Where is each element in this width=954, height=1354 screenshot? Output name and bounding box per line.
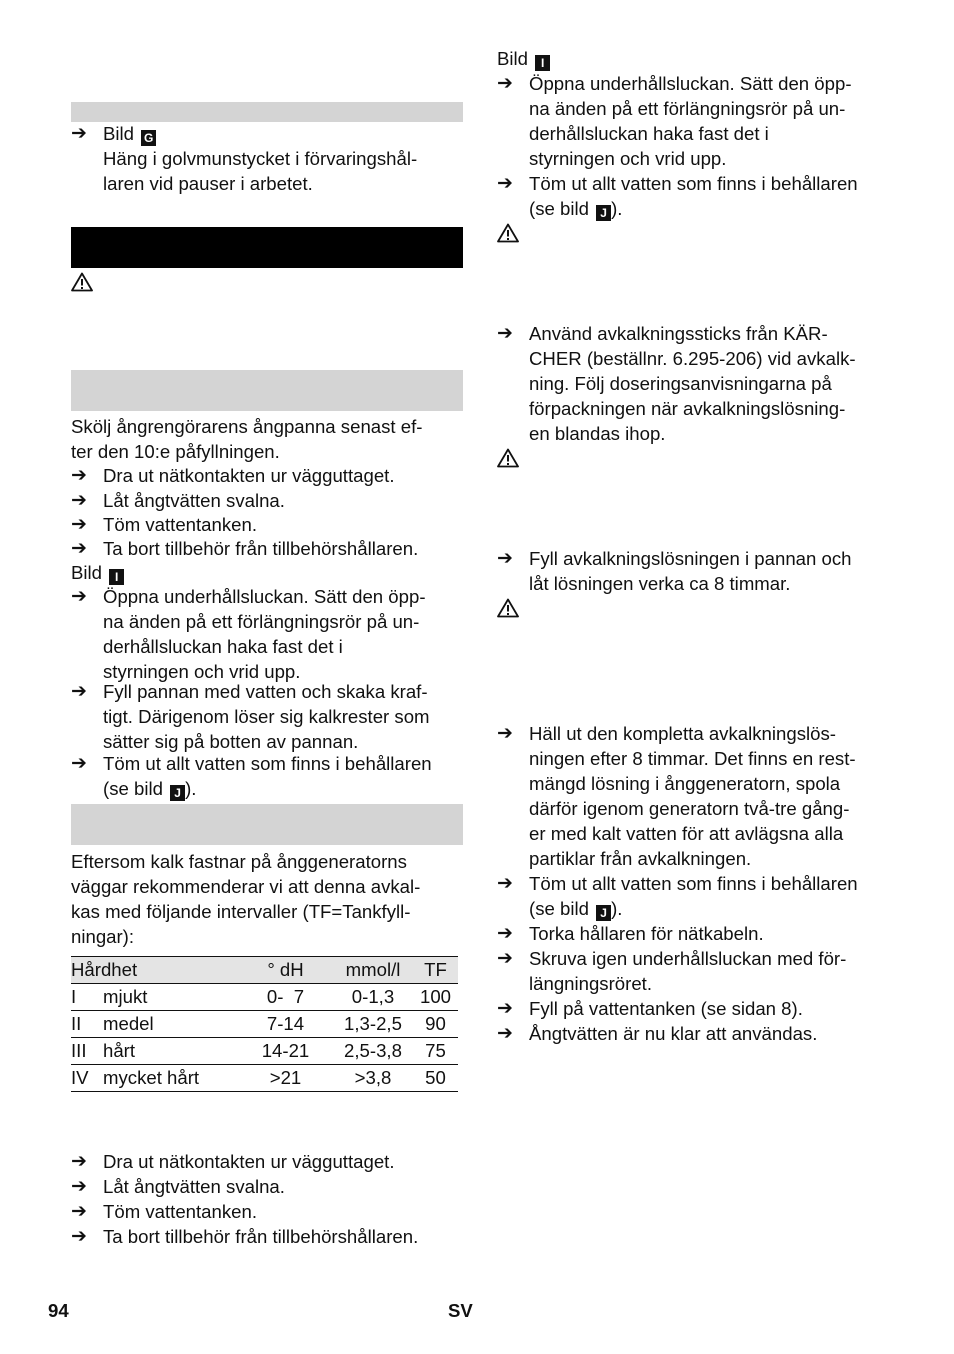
arrow-right-icon: ➔: [497, 872, 513, 894]
list-item: ➔ Öppna underhållsluckan. Sätt den öpp- na änden på ett förlängningsrör på un- derhållsluckan haka fast det i styrningen och vrid upp.: [71, 585, 426, 682]
table-row: I mjukt 0- 7 0-1,3 100: [71, 984, 458, 1011]
list-item: ➔ Töm vattentanken.: [71, 1200, 257, 1222]
chapter-heading-bar: [71, 227, 463, 268]
arrow-right-icon: ➔: [71, 1225, 87, 1247]
list-item: ➔ Fyll pannan med vatten och skaka kraf- tigt. Därigenom löser sig kalkrester som sätter sig på botten av pannan.: [71, 680, 430, 752]
arrow-right-icon: ➔: [497, 72, 513, 94]
arrow-right-icon: ➔: [71, 1175, 87, 1197]
figure-badge: J: [596, 205, 611, 221]
arrow-right-icon: ➔: [71, 752, 87, 774]
list-item: ➔ Torka hållaren för nätkabeln.: [497, 922, 764, 944]
list-item: ➔ Öppna underhållsluckan. Sätt den öpp- na änden på ett förlängningsrör på un- derhållsluckan haka fast det i styrningen och vrid upp.: [497, 72, 852, 169]
figure-badge: G: [141, 130, 156, 146]
figure-badge: I: [109, 569, 124, 585]
list-item: ➔ Töm vattentanken.: [71, 513, 257, 535]
list-item: ➔ Töm ut allt vatten som finns i behållaren (se bild J ).: [71, 752, 432, 800]
list-item: ➔ Använd avkalkningssticks från KÄR- CHER (beställnr. 6.295-206) vid avkalk- ning. Följ doseringsanvisningarna på förpackningen när avkalkningslösning- en blandas ihop.: [497, 322, 856, 444]
arrow-right-icon: ➔: [497, 997, 513, 1019]
column-header: Hårdhet: [71, 959, 138, 980]
list-item: ➔ Töm ut allt vatten som finns i behållaren (se bild J ).: [497, 872, 858, 920]
arrow-right-icon: ➔: [71, 1200, 87, 1222]
arrow-right-icon: ➔: [497, 172, 513, 194]
page-number: 94: [48, 1300, 69, 1321]
arrow-right-icon: ➔: [497, 547, 513, 569]
list-item: ➔ Fyll på vattentanken (se sidan 8).: [497, 997, 803, 1019]
descale-intro: Eftersom kalk fastnar på ånggeneratorns väggar rekommenderar vi att denna avkal- kas med följande intervaller (TF=Tankfyll- ningar):: [71, 851, 421, 947]
language-code: SV: [448, 1300, 473, 1321]
arrow-right-icon: ➔: [71, 489, 87, 511]
list-item: ➔ Häll ut den kompletta avkalkningslös- ningen efter 8 timmar. Det finns en rest- mängd lösning i ånggeneratorn, spola därför igenom generatorn två-tre gång- er med kalt vatten för att avlägsna alla partiklar från avkalkningen.: [497, 722, 856, 869]
list-item: ➔ Ta bort tillbehör från tillbehörshållaren.: [71, 537, 419, 559]
figure-ref-label: Bild: [103, 123, 135, 144]
list-item: ➔ Skruva igen underhållsluckan med för- längningsröret.: [497, 947, 847, 994]
table-header-row: [71, 957, 458, 984]
arrow-right-icon: ➔: [497, 722, 513, 744]
column-header: ° dH: [267, 959, 304, 980]
figure-ref: Bild I: [71, 560, 463, 585]
section-heading-bar: [71, 804, 463, 845]
section-heading-bar: [71, 102, 463, 122]
table-row: III hårt 14-21 2,5-3,8 75: [71, 1038, 458, 1065]
arrow-right-icon: ➔: [71, 680, 87, 702]
figure-badge: J: [596, 905, 611, 921]
figure-badge: I: [535, 55, 550, 71]
list-item: ➔ Dra ut nätkontakten ur vägguttaget.: [71, 464, 395, 486]
list-item: ➔ Låt ångtvätten svalna.: [71, 1175, 285, 1197]
column-header: mmol/l: [345, 959, 401, 980]
hardness-table: [71, 956, 458, 1092]
warning-triangle-icon: [497, 448, 519, 468]
section-heading-bar: [71, 370, 463, 411]
list-item: ➔ Dra ut nätkontakten ur vägguttaget.: [71, 1150, 395, 1172]
arrow-right-icon: ➔: [497, 947, 513, 969]
figure-badge: J: [170, 785, 185, 801]
warning-triangle-icon: [71, 272, 93, 292]
table-row: IV mycket hårt >21 >3,8 50: [71, 1065, 458, 1092]
rinse-intro: Skölj ångrengörarens ångpanna senast ef- ter den 10:e påfyllningen.: [71, 416, 423, 462]
warning-triangle-icon: [497, 598, 519, 618]
step-bild-g: ➔ Bild G Häng i golvmunstycket i förvaringshål- laren vid pauser i arbetet.: [71, 122, 418, 194]
arrow-right-icon: ➔: [71, 513, 87, 535]
arrow-right-icon: ➔: [497, 322, 513, 344]
list-item: ➔ Ångtvätten är nu klar att användas.: [497, 1022, 818, 1044]
list-item: ➔ Töm ut allt vatten som finns i behållaren (se bild J ).: [497, 172, 858, 220]
arrow-right-icon: ➔: [71, 537, 87, 559]
arrow-right-icon: ➔: [497, 922, 513, 944]
arrow-right-icon: ➔: [71, 122, 87, 144]
arrow-right-icon: ➔: [71, 585, 87, 607]
arrow-right-icon: ➔: [71, 464, 87, 486]
warning-triangle-icon: [497, 223, 519, 243]
table-row: II medel 7-14 1,3-2,5 90: [71, 1011, 458, 1038]
figure-ref: Bild I: [497, 46, 892, 71]
arrow-right-icon: ➔: [71, 1150, 87, 1172]
list-item: ➔ Fyll avkalkningslösningen i pannan och låt lösningen verka ca 8 timmar.: [497, 547, 852, 594]
column-header: TF: [424, 959, 447, 980]
list-item: ➔ Låt ångtvätten svalna.: [71, 489, 285, 511]
arrow-right-icon: ➔: [497, 1022, 513, 1044]
list-item: ➔ Ta bort tillbehör från tillbehörshållaren.: [71, 1225, 419, 1247]
